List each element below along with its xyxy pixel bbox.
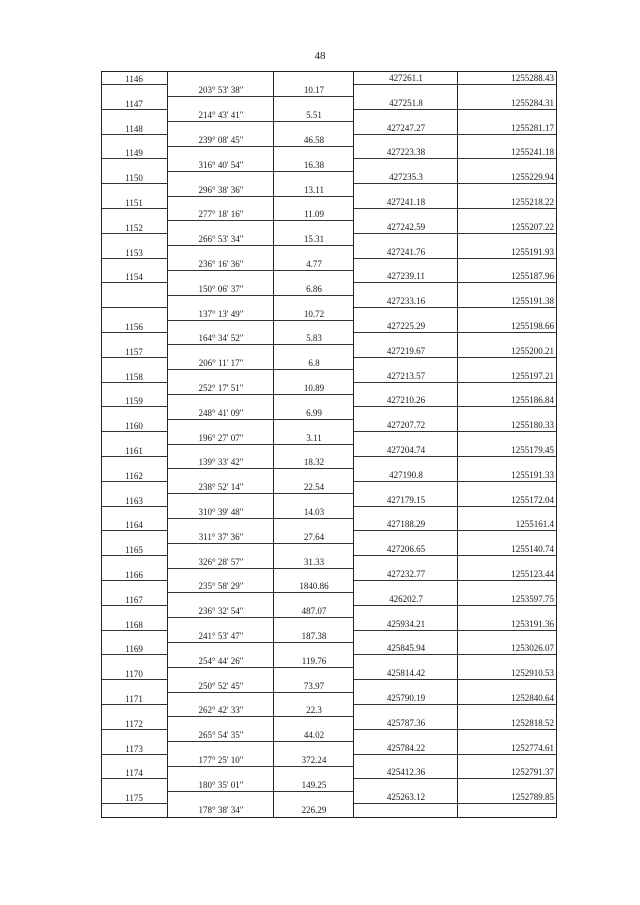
- row-divider: [168, 146, 354, 147]
- x-coordinate: 427232.77: [386, 569, 426, 579]
- row-divider: [168, 518, 354, 519]
- row-divider: [354, 580, 556, 581]
- x-coordinate: 425787.36: [386, 717, 426, 728]
- row-divider: [354, 258, 556, 259]
- point-number: 1156: [125, 322, 143, 332]
- segment-length: 27.64: [303, 531, 325, 542]
- segment-length: 16.38: [303, 159, 325, 170]
- x-coordinate: 425934.21: [386, 618, 426, 629]
- row-divider: [168, 493, 354, 494]
- x-coordinate: 427188.29: [386, 519, 426, 530]
- row-divider: [102, 382, 168, 383]
- point-number: 1163: [125, 495, 143, 506]
- row-divider: [354, 679, 556, 680]
- row-divider: [102, 431, 168, 432]
- row-divider: [102, 109, 168, 110]
- x-coordinate: 427251.8: [389, 97, 423, 108]
- segment-length: 487.07: [301, 606, 327, 617]
- row-divider: [168, 642, 354, 643]
- y-coordinate: 1255229.94: [511, 172, 554, 183]
- row-divider: [168, 320, 354, 321]
- segment-length: 5.51: [306, 110, 322, 121]
- point-number: 1167: [125, 594, 143, 605]
- row-divider: [102, 704, 168, 705]
- row-divider: [168, 394, 354, 395]
- row-divider: [354, 307, 556, 308]
- row-divider: [168, 121, 354, 122]
- row-divider: [168, 667, 354, 668]
- x-coordinate: 427179.15: [386, 494, 426, 505]
- direction-angle: 164° 34' 52": [198, 333, 244, 344]
- segment-length: 3.11: [306, 432, 322, 443]
- segment-length: 10.72: [303, 308, 325, 319]
- row-divider: [168, 245, 354, 246]
- segment-length: 44.02: [303, 730, 325, 741]
- row-divider: [102, 679, 168, 680]
- row-divider: [354, 406, 556, 407]
- y-coordinate: 1255281.17: [511, 122, 554, 133]
- point-number: 1157: [125, 346, 143, 357]
- y-coordinate: 1255123.44: [511, 569, 554, 579]
- row-divider: [354, 382, 556, 383]
- point-number: 1146: [125, 74, 143, 84]
- y-coordinate: 1255241.18: [511, 147, 554, 158]
- row-divider: [102, 406, 168, 407]
- point-number: 1159: [125, 396, 143, 407]
- row-divider: [168, 592, 354, 593]
- row-divider: [354, 183, 556, 184]
- row-divider: [102, 357, 168, 358]
- row-divider: [168, 369, 354, 370]
- direction-angle: 235° 58' 29": [198, 581, 244, 592]
- segment-length: 5.83: [306, 333, 322, 344]
- row-divider: [168, 468, 354, 469]
- direction-angle: 266° 53' 34": [198, 234, 244, 245]
- direction-angle: 239° 08' 45": [198, 135, 244, 145]
- point-number: 1175: [125, 793, 143, 804]
- row-divider: [102, 506, 168, 507]
- x-coordinate: 427207.72: [386, 420, 426, 431]
- y-coordinate: 1255191.33: [511, 469, 554, 480]
- direction-angle: 236° 16' 36": [198, 259, 244, 269]
- x-coordinate: 427225.29: [386, 321, 426, 331]
- row-divider: [354, 555, 556, 556]
- direction-angle: 262° 42' 33": [198, 705, 244, 716]
- direction-angle: 311° 37' 36": [198, 531, 244, 542]
- row-divider: [354, 208, 556, 209]
- point-number: 1151: [125, 198, 143, 208]
- point-number: 1147: [125, 98, 143, 109]
- y-coordinate: 1255207.22: [511, 221, 554, 232]
- point-number: 1174: [125, 768, 143, 779]
- point-number: 1148: [125, 123, 143, 134]
- x-coordinate: 427210.26: [386, 395, 426, 406]
- point-number: 1169: [125, 644, 143, 655]
- direction-angle: 296° 38' 36": [198, 184, 244, 195]
- row-divider: [102, 84, 168, 85]
- y-coordinate: 1255191.38: [511, 296, 554, 307]
- direction-angle: 238° 52' 14": [198, 482, 244, 493]
- row-divider: [102, 605, 168, 606]
- x-coordinate: 427213.57: [386, 370, 426, 381]
- direction-angle: 241° 53' 47": [198, 631, 244, 641]
- x-coordinate: 425784.22: [386, 742, 426, 753]
- y-coordinate: 1253026.07: [511, 643, 554, 654]
- segment-length: 11.09: [304, 209, 324, 220]
- y-coordinate: 1255198.66: [511, 321, 554, 331]
- row-divider: [168, 444, 354, 445]
- row-divider: [102, 258, 168, 259]
- point-number: 1152: [125, 222, 143, 233]
- x-coordinate: 425845.94: [386, 643, 426, 654]
- y-coordinate: 1255186.84: [511, 395, 554, 406]
- segment-length: 22.54: [303, 482, 325, 493]
- x-coordinate: 425412.36: [386, 767, 426, 778]
- row-divider: [168, 791, 354, 792]
- y-coordinate: 1252791.37: [511, 767, 554, 778]
- row-divider: [168, 716, 354, 717]
- page-number: 48: [314, 50, 326, 62]
- direction-angle: 236° 32' 54": [198, 606, 244, 617]
- row-divider: [168, 270, 354, 271]
- row-divider: [102, 481, 168, 482]
- y-coordinate: 1255187.96: [511, 271, 554, 282]
- direction-angle: 310° 39' 48": [198, 507, 244, 517]
- row-divider: [168, 196, 354, 197]
- point-number: 1172: [125, 718, 143, 729]
- point-number: 1150: [125, 173, 143, 184]
- row-divider: [354, 84, 556, 85]
- y-coordinate: 1255179.45: [511, 445, 554, 455]
- direction-angle: 254° 44' 26": [198, 655, 244, 666]
- x-coordinate: 427233.16: [386, 296, 426, 307]
- x-coordinate: 427247.27: [386, 122, 426, 133]
- point-number: 1162: [125, 470, 143, 481]
- row-divider: [354, 654, 556, 655]
- point-number: 1158: [125, 371, 143, 382]
- y-coordinate: 1255197.21: [511, 370, 554, 381]
- row-divider: [354, 456, 556, 457]
- segment-length: 46.58: [303, 135, 325, 145]
- row-divider: [102, 158, 168, 159]
- row-divider: [102, 778, 168, 779]
- segment-length: 22.3: [306, 705, 322, 716]
- row-divider: [168, 543, 354, 544]
- point-number: 1154: [125, 272, 143, 283]
- row-divider: [102, 233, 168, 234]
- x-coordinate: 427190.8: [389, 469, 423, 480]
- y-coordinate: 1255284.31: [511, 97, 554, 108]
- y-coordinate: 1255180.33: [511, 420, 554, 431]
- point-number: 1170: [125, 669, 143, 680]
- direction-angle: 178° 38' 34": [198, 804, 244, 815]
- row-divider: [102, 307, 168, 308]
- row-divider: [102, 630, 168, 631]
- row-divider: [354, 605, 556, 606]
- segment-length: 1840.86: [299, 581, 329, 592]
- x-coordinate: 427219.67: [386, 345, 426, 356]
- row-divider: [102, 208, 168, 209]
- row-divider: [354, 803, 556, 804]
- y-coordinate: 1252774.61: [511, 742, 554, 753]
- row-divider: [102, 555, 168, 556]
- row-divider: [354, 729, 556, 730]
- point-number: 1149: [125, 148, 143, 159]
- row-divider: [168, 419, 354, 420]
- direction-angle: 139° 33' 42": [198, 457, 244, 468]
- y-coordinate: 1255191.93: [511, 246, 554, 257]
- y-coordinate: 1253597.75: [511, 593, 554, 604]
- segment-length: 119.76: [301, 655, 327, 666]
- segment-length: 372.24: [301, 755, 327, 765]
- point-number: 1166: [125, 570, 143, 580]
- row-divider: [354, 282, 556, 283]
- row-divider: [168, 171, 354, 172]
- row-divider: [168, 741, 354, 742]
- row-divider: [168, 295, 354, 296]
- point-number: 1161: [125, 446, 143, 456]
- coordinates-table: [101, 71, 557, 818]
- segment-length: 73.97: [303, 680, 325, 691]
- direction-angle: 180° 35' 01": [198, 779, 244, 790]
- row-divider: [354, 481, 556, 482]
- direction-angle: 196° 27' 07": [198, 432, 244, 443]
- x-coordinate: 427241.18: [386, 197, 426, 207]
- row-divider: [354, 109, 556, 110]
- segment-length: 6.99: [306, 407, 322, 418]
- row-divider: [168, 96, 354, 97]
- segment-length: 31.33: [303, 556, 325, 567]
- x-coordinate: 426202.7: [389, 593, 423, 604]
- row-divider: [168, 568, 354, 569]
- direction-angle: 203° 53' 38": [198, 85, 244, 96]
- y-coordinate: 1255218.22: [511, 197, 554, 207]
- direction-angle: 150° 06' 37": [198, 283, 244, 294]
- point-number: 1164: [125, 520, 143, 531]
- segment-length: 13.11: [304, 184, 324, 195]
- row-divider: [102, 282, 168, 283]
- row-divider: [102, 530, 168, 531]
- y-coordinate: 1252910.53: [511, 668, 554, 679]
- x-coordinate: 427223.38: [386, 147, 426, 158]
- row-divider: [354, 754, 556, 755]
- row-divider: [168, 692, 354, 693]
- segment-length: 187.38: [301, 631, 327, 641]
- direction-angle: 206° 11' 17": [198, 358, 244, 369]
- row-divider: [168, 766, 354, 767]
- point-number: 1173: [125, 743, 143, 754]
- x-coordinate: 427239.11: [387, 271, 425, 282]
- segment-length: 18.32: [303, 457, 325, 468]
- row-divider: [102, 729, 168, 730]
- x-coordinate: 427241.76: [386, 246, 426, 257]
- row-divider: [102, 134, 168, 135]
- x-coordinate: 425814.42: [386, 668, 426, 679]
- segment-length: 226.29: [301, 804, 327, 815]
- segment-length: 6.86: [306, 283, 322, 294]
- row-divider: [354, 134, 556, 135]
- x-coordinate: 425790.19: [386, 693, 426, 703]
- segment-length: 15.31: [303, 234, 325, 245]
- direction-angle: 326° 28' 57": [198, 556, 244, 567]
- y-coordinate: 1253191.36: [511, 618, 554, 629]
- x-coordinate: 427261.1: [389, 73, 423, 83]
- direction-angle: 265° 54' 35": [198, 730, 244, 741]
- point-number: 1165: [125, 545, 143, 556]
- direction-angle: 214° 43' 41": [198, 110, 244, 121]
- point-number: 1168: [125, 619, 143, 630]
- direction-angle: 316° 40' 54": [198, 159, 244, 170]
- segment-length: 10.17: [303, 85, 325, 96]
- row-divider: [354, 233, 556, 234]
- row-divider: [354, 357, 556, 358]
- direction-angle: 252° 17' 51": [198, 383, 244, 393]
- point-number: 1153: [125, 247, 143, 258]
- point-number: 1171: [125, 694, 143, 704]
- row-divider: [354, 704, 556, 705]
- y-coordinate: 1255140.74: [511, 544, 554, 555]
- y-coordinate: 1255200.21: [511, 345, 554, 356]
- row-divider: [168, 617, 354, 618]
- y-coordinate: 1252789.85: [511, 792, 554, 803]
- segment-length: 149.25: [301, 779, 327, 790]
- row-divider: [102, 332, 168, 333]
- row-divider: [168, 220, 354, 221]
- x-coordinate: 425263.12: [386, 792, 426, 803]
- row-divider: [354, 506, 556, 507]
- row-divider: [354, 332, 556, 333]
- row-divider: [102, 580, 168, 581]
- row-divider: [354, 630, 556, 631]
- row-divider: [102, 754, 168, 755]
- y-coordinate: 1252840.64: [511, 693, 554, 703]
- x-coordinate: 427206.65: [386, 544, 426, 555]
- direction-angle: 277° 18' 16": [198, 209, 244, 220]
- y-coordinate: 1255172.04: [511, 494, 554, 505]
- row-divider: [354, 530, 556, 531]
- y-coordinate: 1252818.52: [511, 717, 554, 728]
- row-divider: [354, 431, 556, 432]
- segment-length: 4.77: [306, 259, 322, 269]
- direction-angle: 177° 25' 10": [198, 755, 244, 765]
- x-coordinate: 427242.59: [386, 221, 426, 232]
- row-divider: [168, 344, 354, 345]
- row-divider: [102, 654, 168, 655]
- y-coordinate: 1255288.43: [511, 73, 554, 83]
- segment-length: 14.03: [303, 507, 325, 517]
- segment-length: 6.8: [308, 358, 320, 369]
- segment-length: 10.89: [303, 383, 325, 393]
- direction-angle: 250° 52' 45": [198, 680, 244, 691]
- row-divider: [102, 456, 168, 457]
- direction-angle: 248° 41' 09": [198, 407, 244, 418]
- row-divider: [354, 778, 556, 779]
- y-coordinate: 1255161.4: [515, 519, 554, 530]
- row-divider: [354, 158, 556, 159]
- row-divider: [102, 803, 168, 804]
- x-coordinate: 427204.74: [386, 445, 426, 455]
- row-divider: [102, 183, 168, 184]
- x-coordinate: 427235.3: [389, 172, 423, 183]
- direction-angle: 137° 13' 49": [198, 308, 244, 319]
- point-number: 1160: [125, 421, 143, 432]
